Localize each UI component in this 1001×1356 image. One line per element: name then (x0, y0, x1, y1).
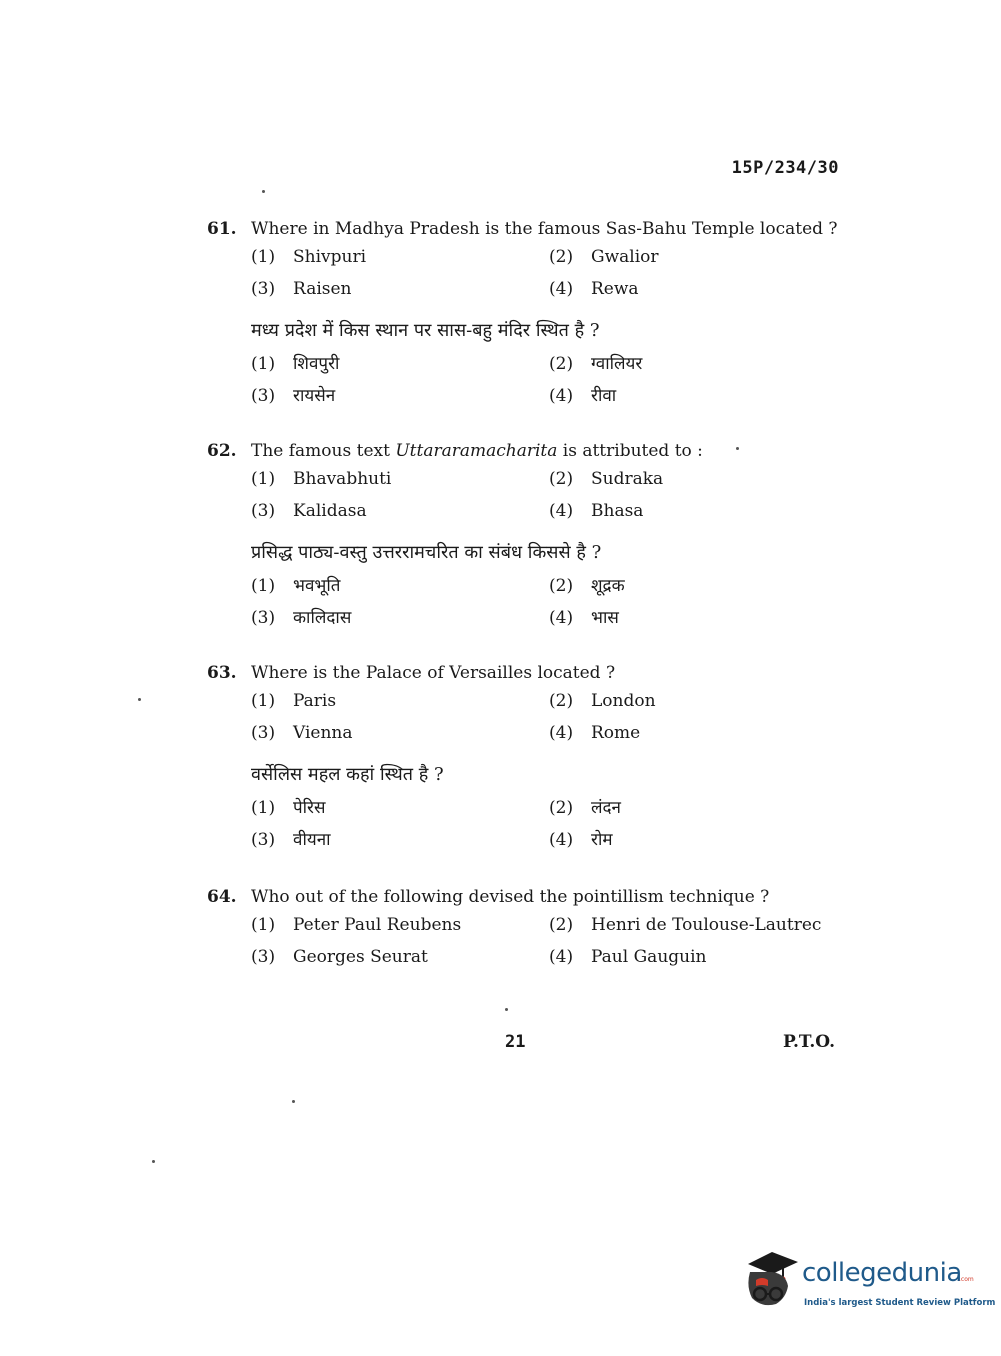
option-row (251, 947, 867, 979)
question-text (207, 217, 867, 241)
option-number: (3) (251, 501, 276, 521)
page-number: 21 (505, 1032, 526, 1052)
option-number: (3) (251, 279, 276, 299)
question-stem: Where in Madhya Pradesh is the famous Sas-Bahu Temple located ? (251, 219, 838, 239)
option-number: (3) (251, 723, 276, 743)
option-row-hindi (251, 827, 867, 859)
option-row-hindi (251, 573, 867, 605)
question-number: 62. (207, 441, 237, 461)
option-1-hindi (251, 795, 326, 818)
option-1 (251, 469, 391, 489)
option-text: Henri de Toulouse-Lautrec (591, 915, 822, 935)
option-row (251, 691, 867, 723)
collegedunia-logo (742, 1246, 996, 1316)
option-text: Sudraka (591, 469, 664, 489)
option-number: (4) (549, 830, 574, 850)
option-2 (549, 247, 659, 267)
option-text: लंदन (591, 798, 621, 818)
option-text: Raisen (293, 279, 352, 299)
option-text: रायसेन (293, 386, 336, 406)
option-text: Rewa (591, 279, 639, 299)
question-text (207, 661, 867, 685)
option-3 (251, 501, 367, 521)
option-row (251, 723, 867, 755)
scan-speck (736, 447, 739, 450)
option-number: (1) (251, 469, 276, 489)
question-text (207, 885, 867, 909)
question-64 (207, 885, 867, 979)
option-row (251, 469, 867, 501)
option-4 (549, 947, 706, 967)
option-text: Georges Seurat (293, 947, 428, 967)
option-3 (251, 279, 352, 299)
option-text: Peter Paul Reubens (293, 915, 462, 935)
option-number: (1) (251, 798, 276, 818)
option-number: (4) (549, 279, 574, 299)
option-text: शूद्रक (591, 576, 625, 596)
option-1 (251, 691, 336, 711)
question-number: 63. (207, 663, 237, 683)
option-1 (251, 915, 461, 935)
question-number: 61. (207, 219, 237, 239)
option-text: Bhasa (591, 501, 644, 521)
option-row-hindi (251, 605, 867, 637)
question-stem: Where is the Palace of Versailles located ? (251, 663, 616, 683)
question-text-hindi: प्रसिद्ध पाठ्य-वस्तु उत्तररामचरित का संबंध किससे है ? (251, 542, 602, 563)
option-number: (4) (549, 723, 574, 743)
option-text: Gwalior (591, 247, 659, 267)
question-text-hindi: मध्य प्रदेश में किस स्थान पर सास-बहु मंदिर स्थित है ? (251, 320, 600, 341)
option-number: (2) (549, 469, 574, 489)
option-text: Paris (293, 691, 337, 711)
question-63 (207, 661, 867, 859)
scan-speck (138, 698, 141, 701)
option-number: (3) (251, 386, 276, 406)
option-1-hindi (251, 573, 340, 596)
question-number: 64. (207, 887, 237, 907)
brand-suffix: .com (959, 1276, 974, 1283)
mascot-icon (742, 1246, 802, 1312)
option-number: (3) (251, 830, 276, 850)
option-3-hindi (251, 383, 335, 406)
question-text-hindi: वर्सेलिस महल कहां स्थित है ? (251, 764, 444, 785)
option-text: Vienna (293, 723, 353, 743)
scan-speck (292, 1100, 295, 1103)
option-text: रोम (591, 830, 613, 850)
option-text: भवभूति (293, 576, 341, 596)
question-61 (207, 217, 867, 415)
option-4-hindi (549, 383, 616, 406)
brand-tagline: India's largest Student Review Platform (804, 1298, 996, 1308)
option-4 (549, 501, 643, 521)
option-row-hindi (251, 383, 867, 415)
option-number: (1) (251, 915, 276, 935)
question-62 (207, 439, 867, 637)
question-stem: The famous text (251, 441, 396, 461)
option-text: Paul Gauguin (591, 947, 707, 967)
option-row (251, 279, 867, 311)
option-text: पेरिस (293, 798, 326, 818)
option-text: कालिदास (293, 608, 352, 628)
option-text: Shivpuri (293, 247, 367, 267)
option-number: (3) (251, 947, 276, 967)
option-4-hindi (549, 605, 619, 628)
scan-speck (505, 1008, 508, 1011)
option-row (251, 501, 867, 533)
option-2 (549, 469, 663, 489)
option-text: ग्वालियर (591, 354, 643, 374)
option-1 (251, 247, 366, 267)
option-text: भास (591, 608, 619, 628)
option-number: (2) (549, 915, 574, 935)
option-number: (1) (251, 576, 276, 596)
option-2-hindi (549, 795, 621, 818)
option-row-hindi (251, 351, 867, 383)
option-4 (549, 279, 639, 299)
option-text: Rome (591, 723, 641, 743)
option-text: शिवपुरी (293, 354, 340, 374)
pto-label: P.T.O. (783, 1032, 835, 1052)
scan-speck (262, 190, 265, 193)
option-3 (251, 947, 428, 967)
option-number: (1) (251, 354, 276, 374)
question-stem-end: is attributed to : (557, 441, 703, 461)
option-text: Bhavabhuti (293, 469, 392, 489)
brand-name: collegedunia (802, 1258, 962, 1288)
question-text (207, 439, 867, 463)
option-2 (549, 691, 656, 711)
option-text: Kalidasa (293, 501, 367, 521)
option-4-hindi (549, 827, 613, 850)
option-3 (251, 723, 353, 743)
option-3-hindi (251, 827, 331, 850)
option-2-hindi (549, 573, 625, 596)
text-title-italic: Uttararamacharita (395, 441, 558, 461)
question-stem: Who out of the following devised the pointillism technique ? (251, 887, 770, 907)
option-number: (4) (549, 386, 574, 406)
option-text: रीवा (591, 386, 617, 406)
option-3-hindi (251, 605, 351, 628)
option-row (251, 247, 867, 279)
option-1-hindi (251, 351, 339, 374)
option-number: (2) (549, 691, 574, 711)
option-number: (1) (251, 247, 276, 267)
option-text: वीयना (293, 830, 331, 850)
option-row (251, 915, 867, 947)
option-number: (2) (549, 247, 574, 267)
option-text: London (591, 691, 656, 711)
option-row-hindi (251, 795, 867, 827)
option-2 (549, 915, 821, 935)
option-number: (2) (549, 576, 574, 596)
scan-speck (152, 1160, 155, 1163)
page-code: 15P/234/30 (731, 158, 839, 178)
option-number: (4) (549, 501, 574, 521)
option-4 (549, 723, 640, 743)
option-number: (4) (549, 947, 574, 967)
option-number: (1) (251, 691, 276, 711)
option-number: (2) (549, 354, 574, 374)
option-number: (3) (251, 608, 276, 628)
option-2-hindi (549, 351, 642, 374)
option-number: (2) (549, 798, 574, 818)
option-number: (4) (549, 608, 574, 628)
